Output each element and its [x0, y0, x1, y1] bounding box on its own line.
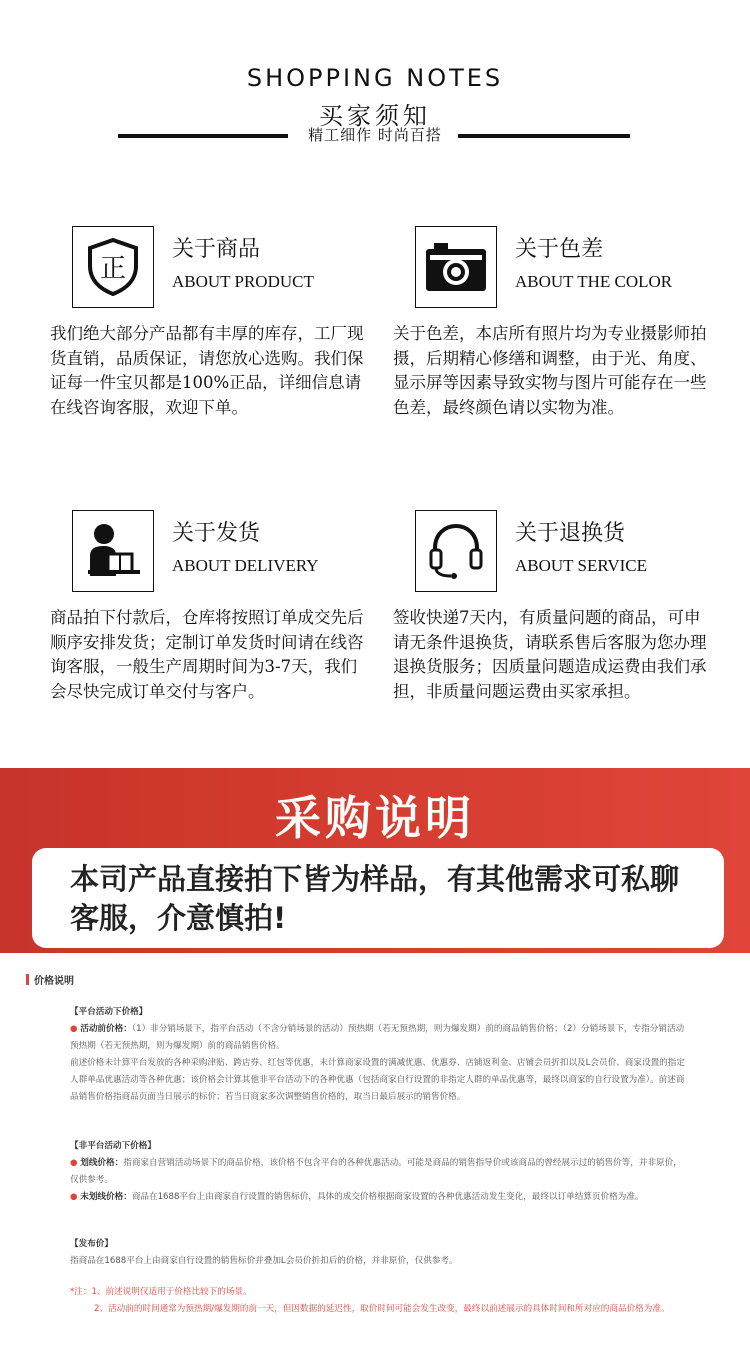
- bullet-dot-icon: ●: [70, 1158, 81, 1168]
- term-text: 指商家自营销活动场景下的商品价格，该价格不包含平台的各种优惠活动。可能是商品的销售指导价或该商品的曾经展示过的销售价等，并非原价，仅供参考。: [70, 1158, 682, 1185]
- card-title-cn: 关于退换货: [515, 521, 626, 546]
- card-title-cn: 关于商品: [172, 237, 261, 262]
- purchase-notice-banner: [0, 768, 750, 953]
- card-body: 关于色差，本店所有照片均为专业摄影师拍摄，后期精心修缮和调整，由于光、角度、显示屏等因素导致实物与图片可能存在一些色差，最终颜色请以实物为准。: [393, 324, 707, 417]
- card-title-en: ABOUT SERVICE: [515, 556, 647, 575]
- shopping-notes-header: [0, 0, 750, 180]
- term-text: 商品在1688平台上由商家自行设置的销售标价，具体的成交价格根据商家设置的各种优惠活动发生变化，最终以订单结算页价格为准。: [131, 1192, 644, 1202]
- card-title-en: ABOUT PRODUCT: [172, 272, 314, 291]
- price-heading-text: 价格说明: [34, 976, 74, 987]
- term-text: （1）非分销场景下，指平台活动（不含分销场景的活动）预热期（若无预热期，则为爆发期）前的商品销售价格；（2）分销场景下，专指分销活动预热期（若无预热期，则为爆发期）前的商品销售价格。: [70, 1024, 685, 1051]
- section-paragraph: [70, 1155, 690, 1189]
- term-label: 活动前价格：: [80, 1024, 132, 1034]
- zheng-shield-icon: [72, 226, 154, 308]
- card-about-color: [393, 226, 723, 456]
- note-line-2: 2、活动前的时间通常为预热期/爆发期的前一天，但因数据的延迟性，取价时间可能会发生改变，最终以前述展示的具体时间和所对应的商品价格为准。: [94, 1304, 670, 1314]
- delivery-person-icon: [72, 510, 154, 592]
- price-notes-block: [70, 1284, 690, 1318]
- header-title-en: SHOPPING NOTES: [246, 64, 504, 92]
- price-heading: [26, 972, 74, 987]
- card-about-service: [393, 510, 723, 740]
- section-paragraph: [70, 1189, 690, 1206]
- card-title-cn: 关于色差: [515, 237, 604, 262]
- card-body: 商品拍下付款后，仓库将按照订单成交先后顺序安排发货；定制订单发货时间请在线咨询客服，一般生产周期时间为3-7天，我们会尽快完成订单交付与客户。: [50, 608, 364, 701]
- header-subtitle: 精工细作 时尚百搭: [308, 126, 442, 144]
- banner-notice-text: 本司产品直接拍下皆为样品，有其他需求可私聊客服，介意慎拍!: [70, 862, 680, 935]
- camera-icon: [415, 226, 497, 308]
- card-title-en: ABOUT THE COLOR: [515, 272, 673, 291]
- card-title-en: ABOUT DELIVERY: [172, 556, 319, 575]
- bullet-dot-icon: ●: [70, 1024, 81, 1034]
- note-line-1: *注：1、前述说明仅适用于价格比较下的场景。: [70, 1287, 252, 1297]
- card-body: 我们绝大部分产品都有丰厚的库存，工厂现货直销，品质保证，请您放心选购。我们保证每一件宝贝都是100%正品，详细信息请在线咨询客服，欢迎下单。: [50, 324, 364, 417]
- section-heading: 【发布价】: [70, 1239, 113, 1249]
- section-paragraph: [70, 1021, 690, 1055]
- term-label: 未划线价格：: [80, 1192, 132, 1202]
- banner-notice-box: [32, 848, 724, 948]
- svg-text:正: 正: [99, 254, 127, 284]
- banner-title: 采购说明: [275, 791, 475, 845]
- card-body: 签收快递7天内，有质量问题的商品，可申请无条件退换货，请联系售后客服为您办理退换货服务；因质量问题造成运费由我们承担，非质量问题运费由买家承担。: [393, 608, 707, 701]
- card-about-product: [50, 226, 380, 456]
- headset-icon: [415, 510, 497, 592]
- term-label: 划线价格：: [80, 1158, 124, 1168]
- non-platform-price-block: [70, 1138, 690, 1206]
- section-paragraph: 指商品在1688平台上由商家自行设置的销售标价并叠加L会员价折扣后的价格，并非原价，仅供参考。: [70, 1256, 458, 1266]
- price-explanation-section: [0, 960, 750, 1359]
- card-title-cn: 关于发货: [172, 521, 261, 546]
- platform-activity-price-block: [70, 1004, 690, 1106]
- section-heading: 【非平台活动下价格】: [70, 1141, 156, 1151]
- section-heading: 【平台活动下价格】: [70, 1007, 148, 1017]
- heading-accent-bar: [26, 974, 29, 985]
- card-about-delivery: [50, 510, 380, 740]
- header-title-cn: 买家须知: [319, 102, 431, 130]
- bullet-dot-icon: ●: [70, 1192, 81, 1202]
- section-paragraph: 前述价格未计算平台发放的各种采购津贴、跨店券、红包等优惠，未计算商家设置的满减优惠、优惠券、店铺返利金、店铺会员折扣以及L会员价、商家设置的指定人群单品优惠活动等各种优惠；该价格会计算其他非平台活动下的各种优惠（包括商家自行设置的非指定人群的单品优惠等，最终以商家的自行设置为准）。前述商品销售价格指商品页面当日展示的标价；若当日商家多次调整销售价格的，取当日最后展示的销售价格。: [70, 1058, 685, 1102]
- published-price-block: [70, 1236, 690, 1270]
- header-divider-right: [458, 134, 630, 138]
